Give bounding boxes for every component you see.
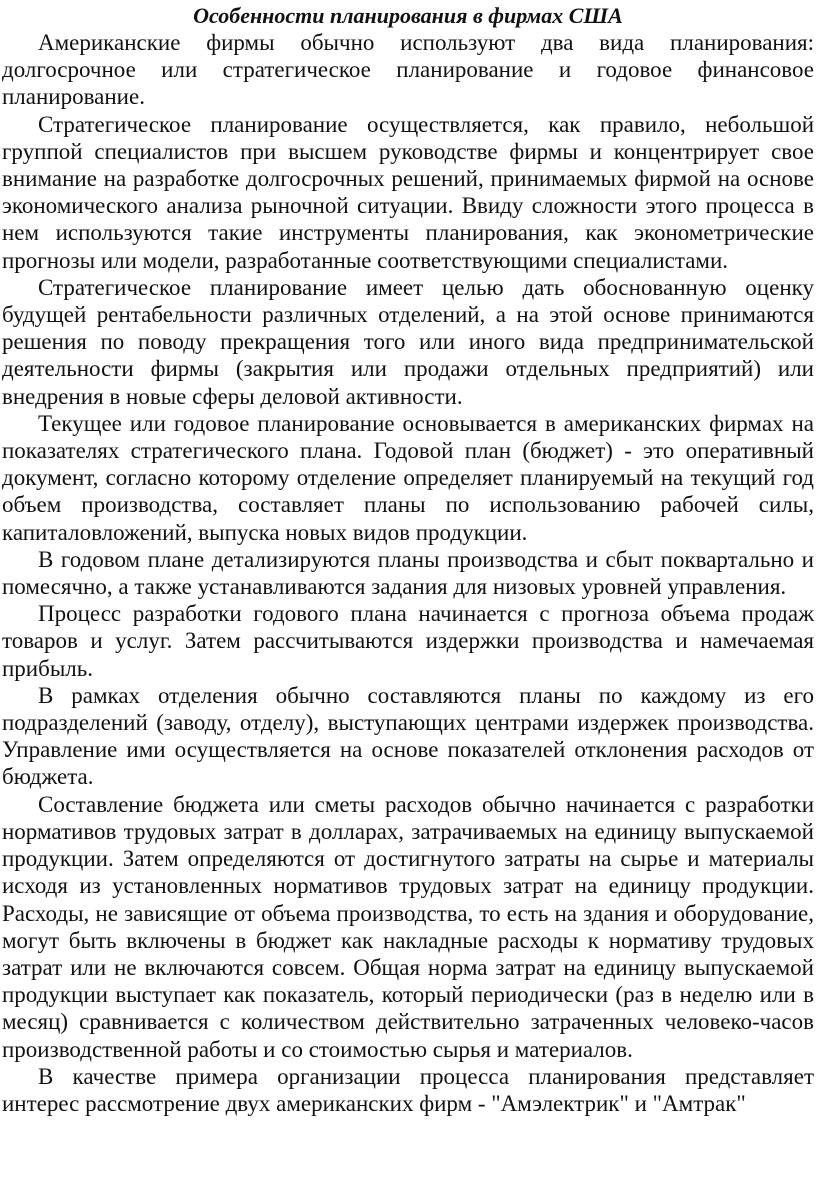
document-title: Особенности планирования в фирмах США: [193, 3, 623, 28]
paragraph-9: В качестве примера организации процесса планирования представляет интерес рассмотрение двух американских фирм - "Амэлектрик" и "Амтрак": [2, 1063, 814, 1116]
paragraph-8: Составление бюджета или сметы расходов обычно начинается с разработки нормативов трудовых затрат в долларах, затрачиваемых на единицу выпускаемой продукции. Затем определяются от достигнутого затраты на сырье и материалы исходя из установленных нормативов трудовых затрат на единицу продукции. Расходы, не зависящие от объема производства, то есть на здания и оборудование, могут быть включены в бюджет как накладные расходы к нормативу трудовых затрат или не включаются совсем. Общая норма затрат на единицу выпускаемой продукции выступает как показатель, который периодически (раз в неделю или в месяц) сравнивается с количеством действительно затраченных человеко-часов производственной работы и со стоимостью сырья и материалов.: [2, 791, 814, 1062]
paragraph-4: Текущее или годовое планирование основывается в американских фирмах на показателях стратегического плана. Годовой план (бюджет) - это оперативный документ, согласно которому отделение определяет планируемый на текущий год объем производства, составляет планы по использованию рабочей силы, капиталовложений, выпуска новых видов продукции.: [2, 410, 814, 545]
paragraph-1: Американские фирмы обычно используют два вида планирования: долгосрочное или стратегическое планирование и годовое финансовое планирование.: [2, 30, 814, 110]
paragraph-3: Стратегическое планирование имеет целью дать обоснованную оценку будущей рентабельности различных отделений, а на этой основе принимаются решения по поводу прекращения того или иного вида предпринимательской деятельности фирмы (закрытия или продажи отдельных предприятий) или внедрения в новые сферы деловой активности.: [2, 274, 814, 409]
paragraph-7: В рамках отделения обычно составляются планы по каждому из его подразделений (заводу, отделу), выступающих центрами издержек производства. Управление ими осуществляется на основе показателей отклонения расходов от бюджета.: [2, 682, 814, 790]
paragraph-5: В годовом плане детализируются планы производства и сбыт поквартально и помесячно, а также устанавливаются задания для низовых уровней управления.: [2, 546, 814, 600]
paragraph-6: Процесс разработки годового плана начинается с прогноза объема продаж товаров и услуг. Затем рассчитываются издержки производства и намечаемая прибыль.: [2, 601, 814, 681]
paragraph-2: Стратегическое планирование осуществляется, как правило, небольшой группой специалистов при высшем руководстве фирмы и концентрирует свое внимание на разработке долгосрочных решений, принимаемых фирмой на основе экономического анализа рыночной ситуации. Ввиду сложности этого процесса в нем используются такие инструменты планирования, как эконометрические прогнозы или модели, разработанные соответствующими специалистами.: [2, 111, 814, 273]
